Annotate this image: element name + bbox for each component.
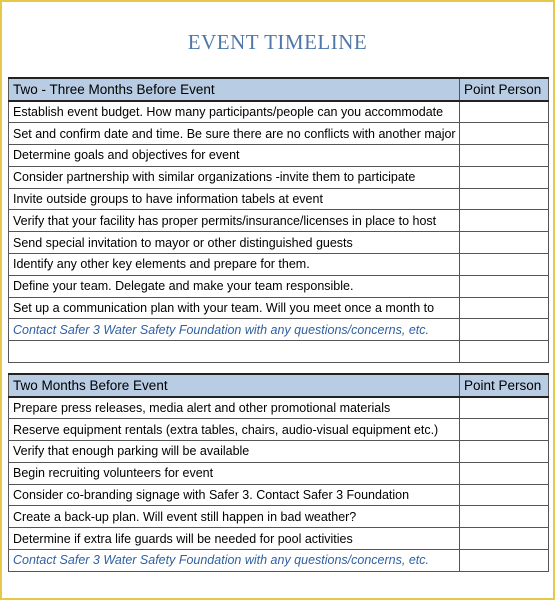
point-person-cell[interactable] xyxy=(460,419,549,441)
table-row xyxy=(9,528,549,550)
point-person-cell[interactable] xyxy=(460,232,549,254)
task-cell: Establish event budget. How many participants/people can you accommodate xyxy=(9,101,460,123)
table-row xyxy=(9,123,549,145)
table-row xyxy=(9,441,549,463)
table-row xyxy=(9,506,549,528)
table-row xyxy=(9,232,549,254)
point-person-cell[interactable] xyxy=(460,341,549,363)
point-person-cell[interactable] xyxy=(460,210,549,232)
table-row xyxy=(9,297,549,319)
contact-note: Contact Safer 3 Water Safety Foundation with any questions/concerns, etc. xyxy=(9,550,460,572)
point-person-cell[interactable] xyxy=(460,297,549,319)
empty-row xyxy=(9,341,549,363)
task-cell: Verify that your facility has proper permits/insurance/licenses in place to host xyxy=(9,210,460,232)
table-row xyxy=(9,484,549,506)
point-person-cell[interactable] xyxy=(460,319,549,341)
task-cell: Verify that enough parking will be available xyxy=(9,441,460,463)
task-cell: Set and confirm date and time. Be sure there are no conflicts with another major xyxy=(9,123,460,145)
point-person-cell[interactable] xyxy=(460,506,549,528)
point-person-cell[interactable] xyxy=(460,550,549,572)
task-cell: Consider co-branding signage with Safer 3. Contact Safer 3 Foundation xyxy=(9,484,460,506)
task-cell: Set up a communication plan with your team. Will you meet once a month to xyxy=(9,297,460,319)
task-cell: Invite outside groups to have information tabels at event xyxy=(9,188,460,210)
task-cell: Create a back-up plan. Will event still happen in bad weather? xyxy=(9,506,460,528)
point-person-cell[interactable] xyxy=(460,166,549,188)
table-row xyxy=(9,188,549,210)
contact-row xyxy=(9,319,549,341)
table-row xyxy=(9,101,549,123)
point-person-cell[interactable] xyxy=(460,188,549,210)
table-row xyxy=(9,210,549,232)
table-row xyxy=(9,462,549,484)
point-person-cell[interactable] xyxy=(460,528,549,550)
point-person-cell[interactable] xyxy=(460,484,549,506)
point-person-cell[interactable] xyxy=(460,441,549,463)
page-title: EVENT TIMELINE xyxy=(187,30,368,54)
point-person-cell[interactable] xyxy=(460,462,549,484)
task-cell: Consider partnership with similar organizations -invite them to participate xyxy=(9,166,460,188)
section-header-row xyxy=(9,78,549,101)
task-cell: Determine goals and objectives for event xyxy=(9,145,460,167)
table-row xyxy=(9,419,549,441)
empty-cell[interactable] xyxy=(9,341,460,363)
point-person-cell[interactable] xyxy=(460,101,549,123)
point-person-cell[interactable] xyxy=(460,145,549,167)
table-row xyxy=(9,166,549,188)
point-person-cell[interactable] xyxy=(460,254,549,276)
point-person-header: Point Person xyxy=(460,374,549,397)
task-cell: Reserve equipment rentals (extra tables, chairs, audio-visual equipment etc.) xyxy=(9,419,460,441)
point-person-cell[interactable] xyxy=(460,123,549,145)
table-row xyxy=(9,275,549,297)
task-cell: Prepare press releases, media alert and other promotional materials xyxy=(9,397,460,419)
task-cell: Determine if extra life guards will be needed for pool activities xyxy=(9,528,460,550)
section-heading: Two Months Before Event xyxy=(9,374,460,397)
table-row xyxy=(9,397,549,419)
point-person-cell[interactable] xyxy=(460,397,549,419)
task-cell: Begin recruiting volunteers for event xyxy=(9,462,460,484)
table-row xyxy=(9,145,549,167)
point-person-header: Point Person xyxy=(460,78,549,101)
table-row xyxy=(9,254,549,276)
task-cell: Define your team. Delegate and make your team responsible. xyxy=(9,275,460,297)
task-cell: Identify any other key elements and prepare for them. xyxy=(9,254,460,276)
task-cell: Send special invitation to mayor or other distinguished guests xyxy=(9,232,460,254)
contact-note: Contact Safer 3 Water Safety Foundation with any questions/concerns, etc. xyxy=(9,319,460,341)
section-header-row xyxy=(9,374,549,397)
timeline-table-two-months xyxy=(8,373,549,572)
section-heading: Two - Three Months Before Event xyxy=(9,78,460,101)
contact-row xyxy=(9,550,549,572)
timeline-table-two-three-months xyxy=(8,77,549,363)
point-person-cell[interactable] xyxy=(460,275,549,297)
